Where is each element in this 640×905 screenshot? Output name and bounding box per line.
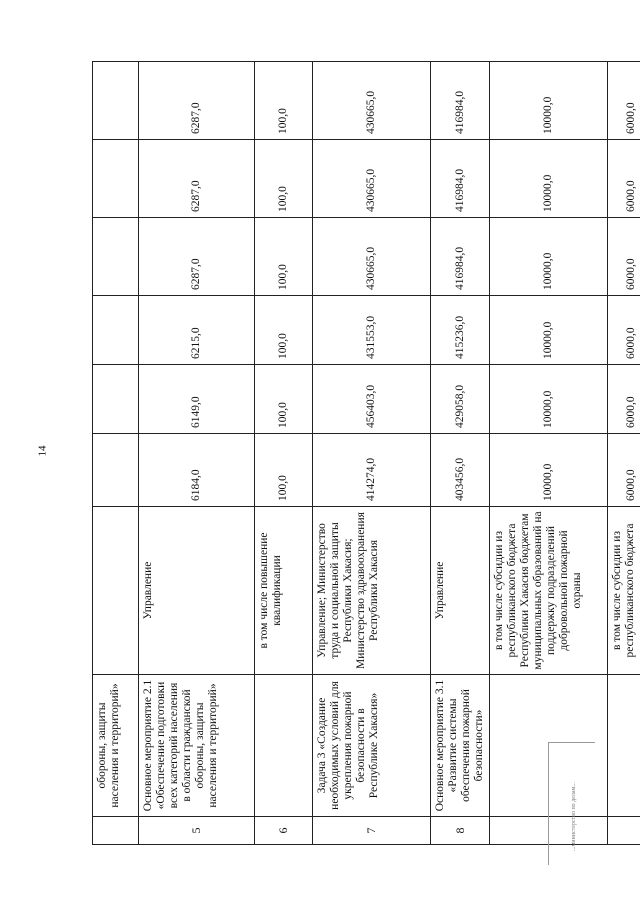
value-cell: 10000,0 [490,296,608,365]
row-index-cell [608,817,640,845]
value-cell [93,140,139,218]
executor-cell: Управление [431,507,490,675]
measure-name-cell: Задача 3 «Создание необходимых условий для укрепления пожарной безопасности в Республике Хакасия» [313,675,431,817]
executor-cell: в том числе повышение квалификации [255,507,313,675]
measure-name-cell: обороны, защиты населения и территорий» [93,675,139,817]
value-cell [93,218,139,296]
table-row [431,62,490,845]
table-row [313,62,431,845]
executor-cell: в том числе субсидии из республиканского бюджета Республики Хакасия бюджетам муниципальных образований на поддержку подразделений добровольной пожарной охраны [490,507,608,675]
table-row [93,62,139,845]
value-cell: 100,0 [255,62,313,140]
executor-cell: Управление; Министерство труда и социальной защиты Республики Хакасия; Министерство здравоохранения Республики Хакасия [313,507,431,675]
value-cell [93,62,139,140]
value-cell: 100,0 [255,218,313,296]
value-cell: 431553,0 [313,296,431,365]
value-cell: 416984,0 [431,140,490,218]
rotated-table-container [92,62,637,845]
value-cell: 415236,0 [431,296,490,365]
measure-name-cell: Основное мероприятие 3.1 «Развитие системы обеспечения пожарной безопасности» [431,675,490,817]
value-cell: 416984,0 [431,218,490,296]
program-table [92,61,640,845]
value-cell: 6215,0 [139,296,255,365]
value-cell: 6287,0 [139,140,255,218]
value-cell [93,434,139,507]
value-cell: 6000,0 [608,434,640,507]
value-cell: 6000,0 [608,62,640,140]
value-cell: 10000,0 [490,140,608,218]
value-cell: 100,0 [255,296,313,365]
value-cell: 429058,0 [431,365,490,434]
value-cell: 430665,0 [313,218,431,296]
value-cell: 100,0 [255,434,313,507]
table-row [608,62,640,845]
table-row [255,62,313,845]
value-cell [93,296,139,365]
value-cell: 416984,0 [431,62,490,140]
executor-cell [93,507,139,675]
value-cell: 100,0 [255,140,313,218]
table-row [139,62,255,845]
row-index-cell: 7 [313,817,431,845]
measure-name-cell [608,675,640,817]
value-cell: 10000,0 [490,218,608,296]
stamp [548,742,595,865]
row-index-cell: 8 [431,817,490,845]
executor-cell: Управление [139,507,255,675]
value-cell: 6287,0 [139,218,255,296]
value-cell: 6287,0 [139,62,255,140]
measure-name-cell [255,675,313,817]
stamp-text: ...министерство по делам... [571,782,577,851]
row-index-cell [93,817,139,845]
value-cell: 403456,0 [431,434,490,507]
value-cell: 10000,0 [490,365,608,434]
table-row [490,62,608,845]
value-cell: 6184,0 [139,434,255,507]
value-cell: 6000,0 [608,218,640,296]
value-cell: 6149,0 [139,365,255,434]
value-cell: 430665,0 [313,140,431,218]
executor-cell: в том числе субсидии из республиканского бюджета [608,507,640,675]
row-index-cell: 5 [139,817,255,845]
value-cell: 456403,0 [313,365,431,434]
value-cell: 430665,0 [313,62,431,140]
measure-name-cell: Основное мероприятие 2.1 «Обеспечение подготовки всех категорий населения в области гражданской обороны, защиты населения и территорий» [139,675,255,817]
value-cell: 6000,0 [608,140,640,218]
value-cell: 6000,0 [608,296,640,365]
value-cell: 10000,0 [490,62,608,140]
value-cell: 100,0 [255,365,313,434]
row-index-cell: 6 [255,817,313,845]
page-number: 14 [36,445,49,457]
value-cell: 414274,0 [313,434,431,507]
value-cell: 6000,0 [608,365,640,434]
value-cell [93,365,139,434]
value-cell: 10000,0 [490,434,608,507]
